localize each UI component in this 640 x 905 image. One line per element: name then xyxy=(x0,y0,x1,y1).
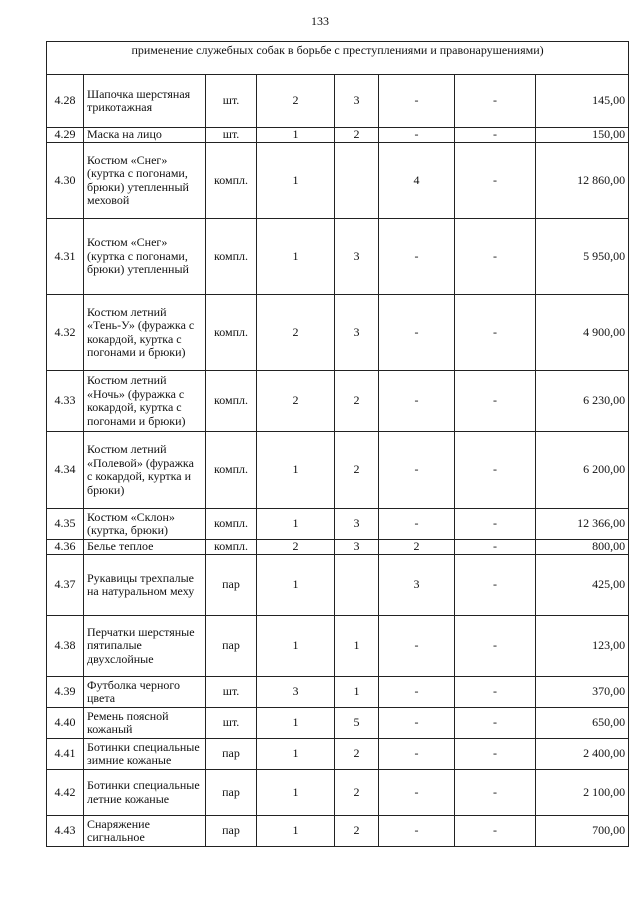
unit: компл. xyxy=(206,509,257,540)
price-cell: 4 900,00 xyxy=(536,295,629,371)
wear-term-cell xyxy=(335,555,379,616)
wear-term-cell: 2 xyxy=(335,770,379,816)
table-header-row xyxy=(47,42,629,75)
extra-cell: - xyxy=(379,295,455,371)
unit: шт. xyxy=(206,128,257,143)
row-number: 4.39 xyxy=(47,677,84,708)
item-name: Маска на лицо xyxy=(84,128,206,143)
wear-term-cell: 3 xyxy=(335,540,379,555)
row-number: 4.43 xyxy=(47,816,84,847)
quantity-cell: 1 xyxy=(257,432,335,509)
quantity-cell: 1 xyxy=(257,509,335,540)
extra-cell-2: - xyxy=(455,540,536,555)
extra-cell: 3 xyxy=(379,555,455,616)
table-row xyxy=(47,295,629,371)
extra-cell: - xyxy=(379,816,455,847)
item-name: Белье теплое xyxy=(84,540,206,555)
quantity-cell: 1 xyxy=(257,143,335,219)
price-cell: 145,00 xyxy=(536,75,629,128)
quantity-cell: 2 xyxy=(257,295,335,371)
row-number: 4.28 xyxy=(47,75,84,128)
item-name: Шапочка шерстяная трикотажная xyxy=(84,75,206,128)
table-row xyxy=(47,677,629,708)
header-text: применение служебных собак в борьбе с преступлениями и правонарушениями) xyxy=(47,42,629,75)
quantity-cell: 1 xyxy=(257,708,335,739)
extra-cell-2: - xyxy=(455,143,536,219)
unit: компл. xyxy=(206,432,257,509)
quantity-cell: 2 xyxy=(257,371,335,432)
item-name: Костюм «Снег» (куртка с погонами, брюки) утепленный меховой xyxy=(84,143,206,219)
price-cell: 5 950,00 xyxy=(536,219,629,295)
extra-cell-2: - xyxy=(455,555,536,616)
row-number: 4.30 xyxy=(47,143,84,219)
quantity-cell: 2 xyxy=(257,75,335,128)
extra-cell-2: - xyxy=(455,616,536,677)
page-number: 133 xyxy=(311,14,329,28)
price-cell: 6 230,00 xyxy=(536,371,629,432)
extra-cell-2: - xyxy=(455,509,536,540)
extra-cell: - xyxy=(379,219,455,295)
price-cell: 800,00 xyxy=(536,540,629,555)
item-name: Ботинки специальные зимние кожаные xyxy=(84,739,206,770)
unit: компл. xyxy=(206,295,257,371)
extra-cell-2: - xyxy=(455,739,536,770)
extra-cell-2: - xyxy=(455,219,536,295)
table-row xyxy=(47,219,629,295)
price-cell: 650,00 xyxy=(536,708,629,739)
table-row xyxy=(47,143,629,219)
price-cell: 123,00 xyxy=(536,616,629,677)
row-number: 4.37 xyxy=(47,555,84,616)
unit: компл. xyxy=(206,219,257,295)
table-row xyxy=(47,509,629,540)
price-cell: 2 400,00 xyxy=(536,739,629,770)
extra-cell-2: - xyxy=(455,75,536,128)
price-cell: 12 860,00 xyxy=(536,143,629,219)
row-number: 4.29 xyxy=(47,128,84,143)
wear-term-cell: 3 xyxy=(335,509,379,540)
wear-term-cell: 3 xyxy=(335,219,379,295)
quantity-cell: 1 xyxy=(257,128,335,143)
quantity-cell: 1 xyxy=(257,770,335,816)
table-row xyxy=(47,770,629,816)
row-number: 4.36 xyxy=(47,540,84,555)
wear-term-cell: 1 xyxy=(335,616,379,677)
quantity-cell: 1 xyxy=(257,555,335,616)
wear-term-cell: 5 xyxy=(335,708,379,739)
unit: пар xyxy=(206,616,257,677)
extra-cell-2: - xyxy=(455,128,536,143)
equipment-table xyxy=(46,41,629,847)
unit: компл. xyxy=(206,143,257,219)
quantity-cell: 1 xyxy=(257,219,335,295)
extra-cell-2: - xyxy=(455,295,536,371)
table-row xyxy=(47,128,629,143)
row-number: 4.33 xyxy=(47,371,84,432)
extra-cell: - xyxy=(379,708,455,739)
extra-cell: - xyxy=(379,371,455,432)
row-number: 4.31 xyxy=(47,219,84,295)
unit: пар xyxy=(206,816,257,847)
unit: пар xyxy=(206,555,257,616)
wear-term-cell: 2 xyxy=(335,128,379,143)
wear-term-cell: 2 xyxy=(335,432,379,509)
table-row xyxy=(47,371,629,432)
row-number: 4.41 xyxy=(47,739,84,770)
extra-cell: - xyxy=(379,509,455,540)
row-number: 4.32 xyxy=(47,295,84,371)
item-name: Снаряжение сигнальное xyxy=(84,816,206,847)
quantity-cell: 1 xyxy=(257,816,335,847)
unit: компл. xyxy=(206,540,257,555)
item-name: Костюм «Снег» (куртка с погонами, брюки) утепленный xyxy=(84,219,206,295)
price-cell: 150,00 xyxy=(536,128,629,143)
price-cell: 425,00 xyxy=(536,555,629,616)
extra-cell: - xyxy=(379,677,455,708)
quantity-cell: 1 xyxy=(257,739,335,770)
wear-term-cell: 2 xyxy=(335,371,379,432)
extra-cell: 4 xyxy=(379,143,455,219)
item-name: Костюм «Склон» (куртка, брюки) xyxy=(84,509,206,540)
table-row xyxy=(47,540,629,555)
unit: шт. xyxy=(206,75,257,128)
table-row xyxy=(47,739,629,770)
item-name: Костюм летний «Ночь» (фуражка с кокардой, куртка с погонами и брюки) xyxy=(84,371,206,432)
extra-cell-2: - xyxy=(455,371,536,432)
unit: шт. xyxy=(206,708,257,739)
price-cell: 6 200,00 xyxy=(536,432,629,509)
price-cell: 12 366,00 xyxy=(536,509,629,540)
extra-cell: 2 xyxy=(379,540,455,555)
unit: компл. xyxy=(206,371,257,432)
extra-cell-2: - xyxy=(455,677,536,708)
extra-cell: - xyxy=(379,432,455,509)
row-number: 4.40 xyxy=(47,708,84,739)
quantity-cell: 3 xyxy=(257,677,335,708)
item-name: Костюм летний «Полевой» (фуражка с кокардой, куртка и брюки) xyxy=(84,432,206,509)
extra-cell: - xyxy=(379,739,455,770)
extra-cell: - xyxy=(379,75,455,128)
table-row xyxy=(47,555,629,616)
unit: пар xyxy=(206,770,257,816)
wear-term-cell xyxy=(335,143,379,219)
item-name: Костюм летний «Тень-У» (фуражка с кокардой, куртка с погонами и брюки) xyxy=(84,295,206,371)
table-row xyxy=(47,708,629,739)
unit: шт. xyxy=(206,677,257,708)
extra-cell: - xyxy=(379,770,455,816)
quantity-cell: 2 xyxy=(257,540,335,555)
table-row xyxy=(47,816,629,847)
wear-term-cell: 2 xyxy=(335,739,379,770)
quantity-cell: 1 xyxy=(257,616,335,677)
row-number: 4.34 xyxy=(47,432,84,509)
extra-cell-2: - xyxy=(455,770,536,816)
wear-term-cell: 3 xyxy=(335,295,379,371)
wear-term-cell: 3 xyxy=(335,75,379,128)
extra-cell: - xyxy=(379,128,455,143)
extra-cell-2: - xyxy=(455,708,536,739)
extra-cell-2: - xyxy=(455,432,536,509)
extra-cell: - xyxy=(379,616,455,677)
row-number: 4.38 xyxy=(47,616,84,677)
wear-term-cell: 2 xyxy=(335,816,379,847)
extra-cell-2: - xyxy=(455,816,536,847)
item-name: Перчатки шерстяные пятипалые двухслойные xyxy=(84,616,206,677)
price-cell: 700,00 xyxy=(536,816,629,847)
item-name: Ремень поясной кожаный xyxy=(84,708,206,739)
item-name: Рукавицы трехпалые на натуральном меху xyxy=(84,555,206,616)
table-row xyxy=(47,75,629,128)
table-row xyxy=(47,432,629,509)
item-name: Ботинки специальные летние кожаные xyxy=(84,770,206,816)
table-row xyxy=(47,616,629,677)
row-number: 4.42 xyxy=(47,770,84,816)
price-cell: 370,00 xyxy=(536,677,629,708)
row-number: 4.35 xyxy=(47,509,84,540)
wear-term-cell: 1 xyxy=(335,677,379,708)
price-cell: 2 100,00 xyxy=(536,770,629,816)
unit: пар xyxy=(206,739,257,770)
item-name: Футболка черного цвета xyxy=(84,677,206,708)
